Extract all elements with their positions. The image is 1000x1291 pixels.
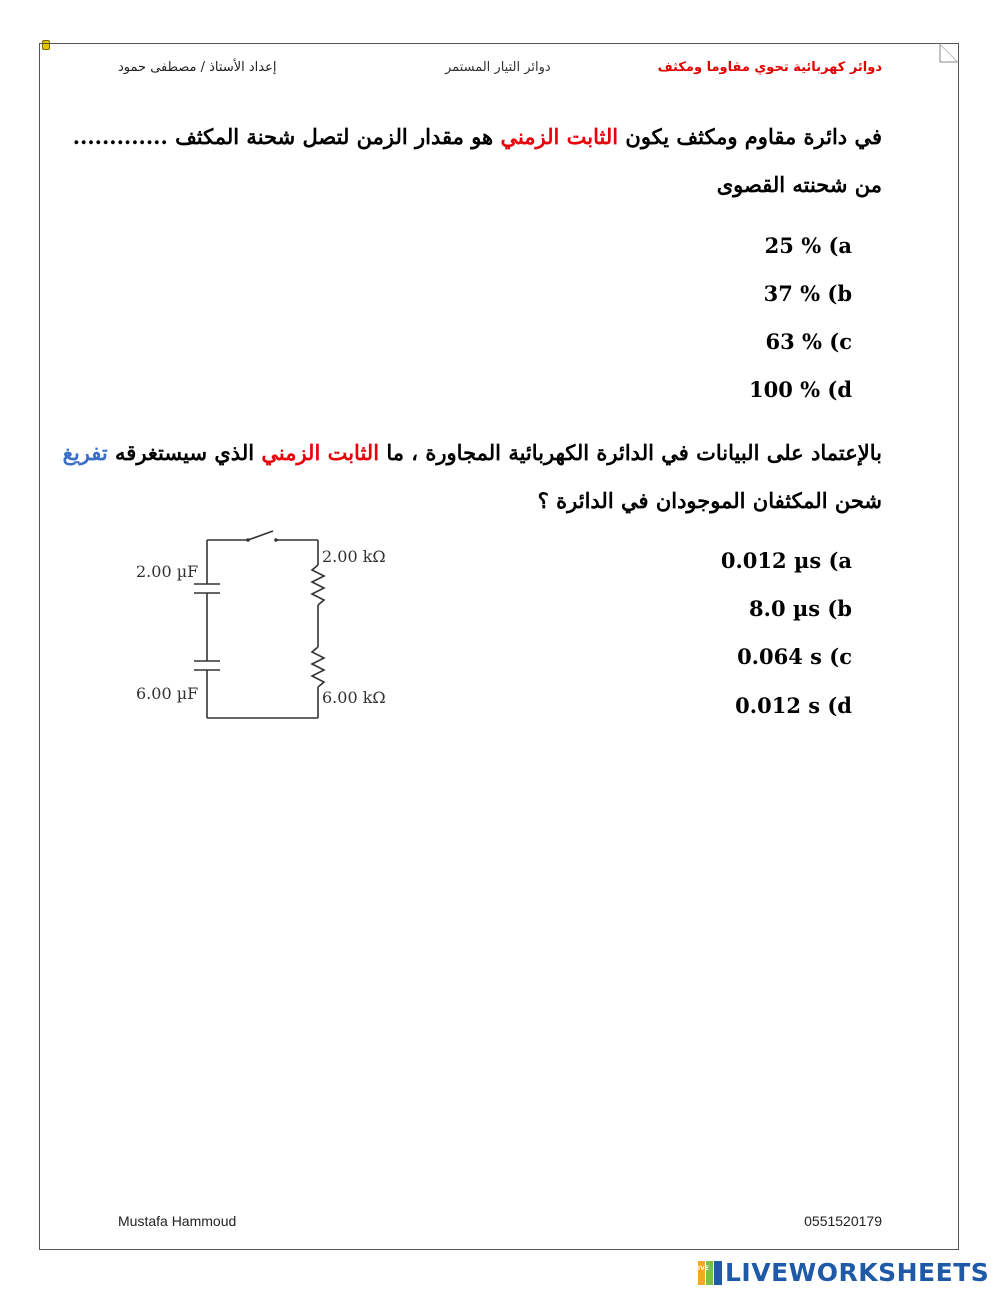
footer-phone: 0551520179 [804, 1213, 882, 1229]
question1-option-b[interactable]: 37 % (b [763, 281, 852, 306]
question2-line2: شحن المكثفان الموجودان في الدائرة ؟ [537, 488, 882, 513]
question1-line1: في دائرة مقاوم ومكثف يكون الثابت الزمني هو مقدار الزمن لتصل شحنة المكثف ............. [72, 124, 882, 149]
rc-circuit-diagram [130, 535, 400, 725]
resistor-top-label: 2.00 kΩ [322, 547, 386, 566]
question2-option-b[interactable]: 8.0 µs (b [749, 596, 852, 621]
capacitor-bottom-label: 6.00 µF [136, 684, 199, 703]
footer-name: Mustafa Hammoud [118, 1213, 237, 1229]
switch-contact-right [274, 538, 278, 542]
question1-highlight: الثابت الزمني [500, 124, 619, 149]
capacitor-top-label: 2.00 µF [136, 562, 199, 581]
question2-line1: بالإعتماد على البيانات في الدائرة الكهربائية المجاورة ، ما الثابت الزمني الذي سيستغرقه تفريغ [62, 440, 882, 465]
question1-option-a[interactable]: 25 % (a [764, 233, 852, 258]
liveworksheets-logo[interactable] [694, 1258, 990, 1287]
header-title: دوائر كهربائية تحوي مقاوما ومكثف [657, 60, 882, 75]
switch-contact-left [246, 538, 250, 542]
svg-text:LIVE: LIVE [694, 1264, 709, 1272]
liveworksheets-brand-name: LIVEWORKSHEETS [725, 1258, 990, 1287]
question1-line2: من شحنته القصوى [716, 172, 882, 197]
question1-option-d[interactable]: 100 % (d [748, 377, 852, 402]
question2-option-d[interactable]: 0.012 s (d [735, 693, 852, 718]
header-unit: دوائر التيار المستمر [445, 60, 551, 75]
question2-option-a[interactable]: 0.012 µs (a [720, 548, 852, 573]
resistor-bottom-label: 6.00 kΩ [322, 688, 386, 707]
header-author: إعداد الأستاذ / مصطفى حمود [118, 60, 277, 75]
question2-highlight-time-constant: الثابت الزمني [261, 440, 380, 465]
question2-option-c[interactable]: 0.064 s (c [737, 644, 852, 669]
liveworksheets-badge-icon [694, 1260, 723, 1286]
question1-option-c[interactable]: 63 % (c [765, 329, 852, 354]
page-corner-fold-icon [940, 44, 958, 62]
question2-highlight-discharge: تفريغ [62, 440, 108, 465]
